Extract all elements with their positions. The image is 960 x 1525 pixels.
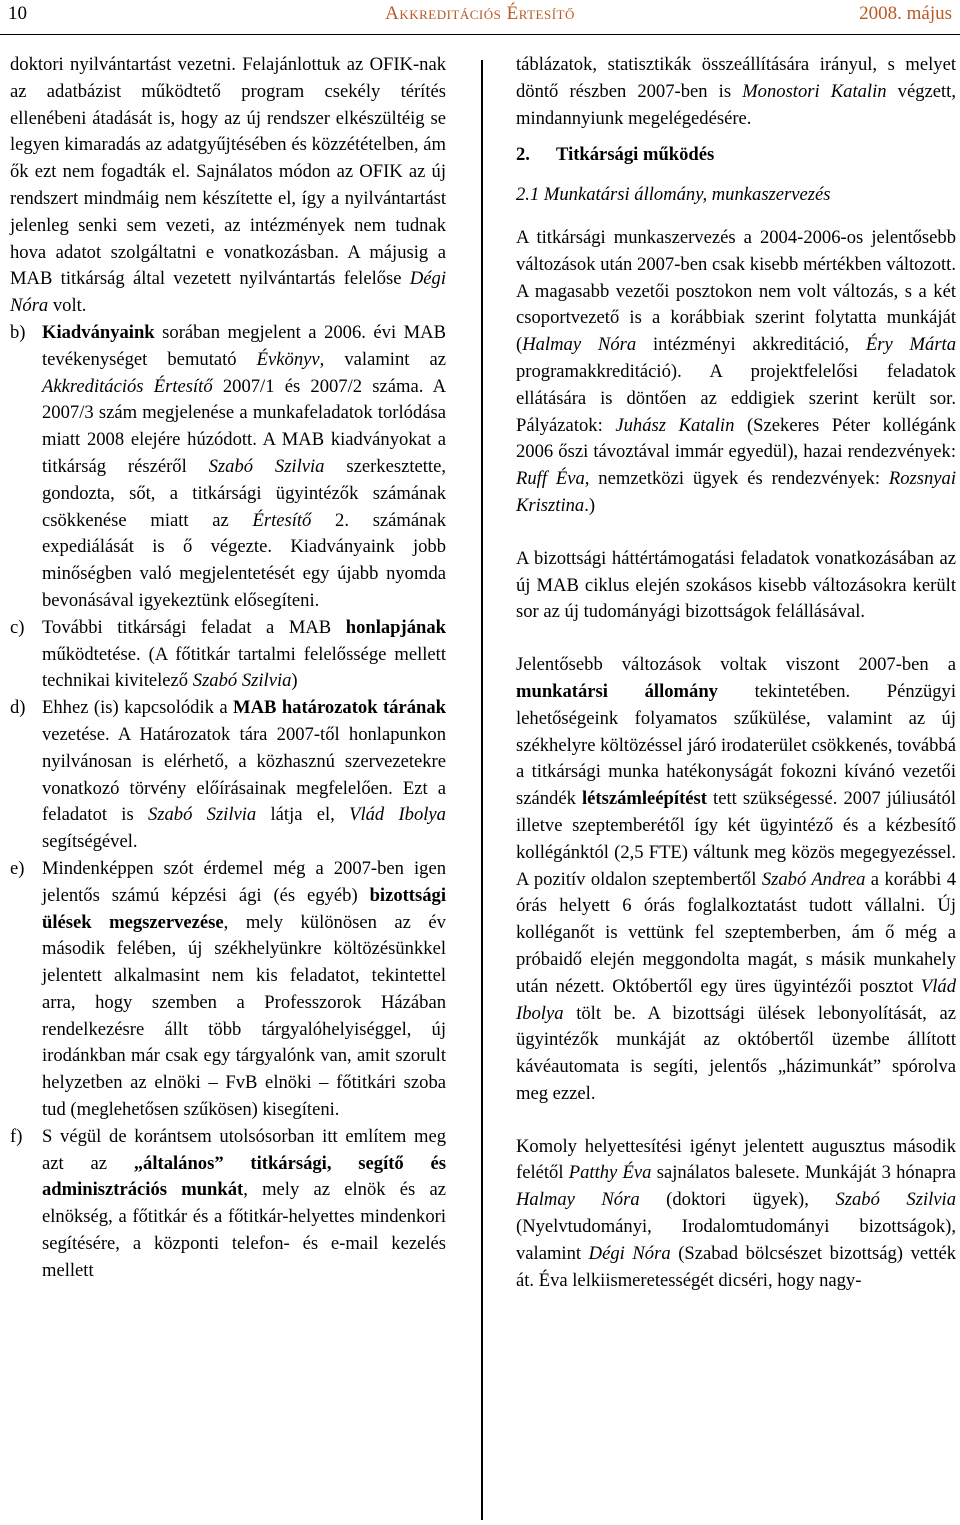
paragraph-committee-support: A bizottsági háttértámogatási feladatok vonatkozásában az új MAB ciklus elején szokásos kisebb változásokra került sor az új tudományági bizottságok felállásával.: [516, 547, 956, 623]
list-item-c: c) További titkársági feladat a MAB honlapjának működtetése. (A főtitkár tartalmi felelőssége mellett technikai kivitelező Szabó Szilvia): [10, 616, 446, 692]
paragraph-substitution: Komoly helyettesítési igényt jelentett augusztus második felétől Patthy Éva sajnálatos balesete. Munkáját 3 hónapra Halmay Nóra (doktori ügyek), Szabó Szilvia (Nyelvtudományi, Irodalomtudományi bizottságok), valamint Dégi Nóra (Szabad bölcsészet bizottság) vették át. Éva lelkiismeretességét dicséri, hogy nagy-: [516, 1135, 957, 1291]
subsection-heading: 2.1 Munkatársi állomány, munkaszervezés: [516, 184, 831, 206]
issue-date: 2008. május: [859, 3, 952, 24]
list-item-f: f) S végül de korántsem utolsósorban itt említem meg azt az „általános” titkársági, segítő és adminisztrációs munkát, mely az elnök és az elnökség, a főtitkár és a főtitkár-helyettes mindenkori segítésére, a központi telefon- és e-mail kezelés mellett: [10, 1125, 446, 1281]
paragraph-staff-changes: Jelentősebb változások voltak viszont 2007-ben a munkatársi állomány tekintetében. Pénzügyi lehetőségeink folyamatos szűkülése, valamint az új székhelyre költözéssel járó irodaterület csökkenés, továbbá a titkársági munka hatékonyságát fokozni kívánó vezetői szándék létszámleépítést tett szükségessé. 2007 júliusától illetve szeptemberétől így két ügyintéző és a kézbesítő kollégánktól (2,5 FTE) váltunk meg közös megegyezéssel. A pozitív oldalon szeptembertől Szabó Andrea a korábbi 4 órás helyett 6 órás foglalkoztatást tudott vállalni. Új kolléganőt is vettünk fel szeptemberben, ám ő még a próbaidő elején meggondolta magát, s másik munkahely után nézett. Októbertől egy üres ügyintézői posztot Vlád Ibolya tölt be. A bizottsági ülések lebonyolítását, az ügyintézők munkáját az októbertől üzembe állított kávéautomata is segíti, jelentős „házimunkát” spórolva meg ezzel.: [516, 654, 956, 1104]
intro-paragraph: doktori nyilvántartást vezetni. Felajánlottuk az OFIK-nak az adatbázist működtető program csekély térítés ellenébeni átadását is, hogy az új rendszer elkészültéig se legyen kimaradás az adatgyűjtésében és közzétételben, ám ők ezt nem fogadták el. Sajnálatos módon az OFIK az új rendszert mindmáig nem készítette el, így a nyilvántartást jelenleg senki sem vezeti, az intézmények nem tudnak hova adatot szolgáltatni e vonatkozásban. A májusig a MAB titkárság által vezetett nyilvántartás felelőse Dégi Nóra volt.: [10, 54, 446, 317]
page-number: 10: [8, 3, 27, 24]
right-column: [516, 52, 956, 1294]
page-header: [0, 0, 960, 35]
list-item-e: e) Mindenképpen szót érdemel még a 2007-ben igen jelentős számú képzési ági (és egyéb) bizottsági ülések megszervezése, mely különösen az év második felében, új székhelyünkre költözésünkkel jelentett alkalmasint nem kis feladatot, tekintettel arra, hogy szemben a Professzorok Házában rendelkezésre állt több tárgyalóhelyiséggel, új irodánkban már csak egy tárgyalónk van, amit szorult helyzetben az elnöki – FvB elnöki – főtitkári szoba tud (meglehetősen szűkösen) kisegíteni.: [10, 857, 446, 1121]
paragraph-spacer: [516, 520, 956, 546]
paragraph-spacer: [516, 1108, 956, 1134]
column-divider: [481, 60, 483, 1520]
paragraph-organization: A titkársági munkaszervezés a 2004-2006-os jelentősebb változások után 2007-ben csak kisebb mértékben változott. A magasabb vezetői posztokon nem volt változás, s a két csoportvezető is a korábbiak szerint folytatta munkáját (Halmay Nóra intézményi akkreditáció, Éry Márta programakkreditáció). A projektfelelősi feladatok ellátására is döntően az eddigiek szerint került sor. Pályázatok: Juhász Katalin (Szekeres Péter kollégánk 2006 őszi távoztával immár egyedül), hazai rendezvények: Ruff Éva, nemzetközi ügyek és rendezvények: Rozsnyai Krisztina.): [516, 226, 957, 516]
journal-title: Akkreditációs Értesítő: [385, 3, 575, 24]
continuation-paragraph: táblázatok, statisztikák összeállítására irányul, s melyet döntő részben 2007-ben is Monostori Katalin végzett, mindannyiunk megelégedésére.: [516, 54, 956, 129]
left-column: [10, 52, 446, 1285]
section-heading: 2. Titkársági működés: [516, 144, 715, 166]
paragraph-spacer: [516, 626, 956, 652]
list-item-b: b) Kiadványaink sorában megjelent a 2006. évi MAB tevékenységet bemutató Évkönyv, valamint az Akkreditációs Értesítő 2007/1 és 2007/2 száma. A 2007/3 szám megjelenése a munkafeladatok torlódása miatt 2008 elejére húzódott. A MAB kiadványokat a titkárság részéről Szabó Szilvia szerkesztette, gondozta, sőt, a titkársági ügyintézők számának csökkenése miatt az Értesítő 2. számának expediálását is ő végezte. Kiadványaink jobb minőségben való megjelentetését egy újabb nyomda bevonásával igyekeztünk elősegíteni.: [10, 321, 446, 611]
list-item-d: d) Ehhez (is) kapcsolódik a MAB határozatok tárának vezetése. A Határozatok tára 2007-től honlapunkon nyilvánosan is elérhető, a közhasznú szervezetekre vonatkozó törvény előírásainak megfelelően. Ezt a feladatot is Szabó Szilvia látja el, Vlád Ibolya segítségével.: [10, 697, 446, 853]
